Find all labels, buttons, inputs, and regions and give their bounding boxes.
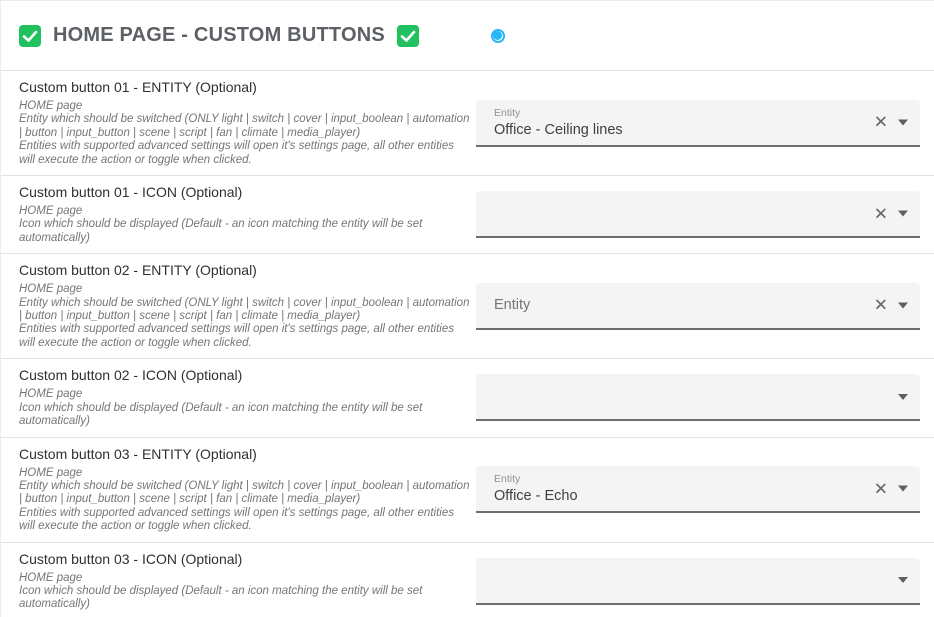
field-value: Entity [494, 297, 531, 314]
description-line: Entities with supported advanced settings will open it's settings page, all other entities will execute the action or toggle when clicked. [19, 506, 454, 533]
settings-rows-list [1, 71, 934, 617]
description-line: Icon which should be displayed (Default - an icon matching the entity will be set automatically) [19, 218, 423, 244]
settings-row [1, 359, 934, 437]
entity-select-field[interactable] [476, 374, 920, 421]
setting-field-column [476, 100, 920, 147]
setting-field-column [476, 558, 920, 605]
description-line: HOME page [19, 205, 83, 218]
setting-title: Custom button 03 - ENTITY (Optional) [19, 445, 257, 462]
dropdown-arrow-icon[interactable] [898, 302, 908, 308]
settings-row [1, 438, 934, 543]
setting-text-block [19, 446, 471, 534]
settings-row [1, 176, 934, 254]
setting-text-block [19, 551, 471, 612]
clear-icon[interactable]: ✕ [873, 112, 888, 132]
description-line: Entities with supported advanced settings will open it's settings page, all other entities will execute the action or toggle when clicked. [19, 140, 454, 166]
radio-dot [493, 31, 502, 40]
header-right-checkbox-icon[interactable] [397, 25, 419, 47]
description-line: HOME page [19, 100, 83, 112]
field-value: Office - Echo [494, 488, 578, 505]
description-line: HOME page [19, 388, 83, 401]
field-icons [898, 394, 908, 400]
setting-text-block [19, 184, 471, 245]
setting-description [19, 205, 471, 245]
setting-field-column [476, 466, 920, 513]
settings-row [1, 543, 934, 617]
description-line: HOME page [19, 283, 83, 296]
entity-select-field[interactable] [476, 558, 920, 605]
setting-field-column [476, 374, 920, 421]
clear-icon[interactable]: ✕ [873, 479, 888, 499]
dropdown-arrow-icon[interactable] [898, 211, 908, 217]
description-line: Entity which should be switched (ONLY light | switch | cover | input_boolean | automation | button | input_button | scene | script | fan | climate | media_player) [19, 113, 470, 139]
field-floating-label: Entity [494, 473, 521, 486]
dropdown-arrow-icon[interactable] [898, 577, 908, 583]
entity-select-field[interactable] [476, 466, 920, 513]
setting-title: Custom button 03 - ICON (Optional) [19, 550, 243, 567]
description-line: Entity which should be switched (ONLY light | switch | cover | input_boolean | automation | button | input_button | scene | script | fan | climate | media_player) [19, 296, 470, 323]
setting-description [19, 467, 471, 534]
description-line: HOME page [19, 571, 83, 584]
header-left-checkbox-icon[interactable] [19, 25, 41, 47]
setting-title: Custom button 02 - ENTITY (Optional) [19, 262, 257, 279]
dropdown-arrow-icon[interactable] [898, 119, 908, 125]
radio-button[interactable] [491, 29, 505, 43]
entity-select-field[interactable] [476, 100, 920, 147]
setting-description [19, 100, 471, 167]
checkmark-icon [19, 25, 41, 47]
description-line: HOME page [19, 466, 83, 479]
description-line: Icon which should be displayed (Default - an icon matching the entity will be set automatically) [19, 401, 423, 428]
clear-icon[interactable]: ✕ [873, 295, 888, 315]
setting-text-block [19, 262, 471, 350]
dropdown-arrow-icon[interactable] [898, 394, 908, 400]
setting-title: Custom button 01 - ICON (Optional) [19, 184, 243, 201]
entity-select-field[interactable] [476, 191, 920, 238]
setting-title: Custom button 02 - ICON (Optional) [19, 367, 243, 384]
clear-icon[interactable]: ✕ [873, 204, 888, 224]
description-line: Entity which should be switched (ONLY light | switch | cover | input_boolean | automation | button | input_button | scene | script | fan | climate | media_player) [19, 479, 470, 506]
field-value: Office - Ceiling lines [494, 121, 623, 138]
field-icons [874, 480, 908, 497]
page-title: HOME PAGE - CUSTOM BUTTONS [53, 24, 385, 46]
setting-field-column [476, 283, 920, 330]
entity-select-field[interactable] [476, 283, 920, 330]
description-line: Entities with supported advanced settings will open it's settings page, all other entities will execute the action or toggle when clicked. [19, 323, 454, 349]
field-floating-label: Entity [494, 106, 521, 119]
checkmark-icon [397, 25, 419, 47]
setting-description [19, 572, 471, 612]
setting-description [19, 388, 471, 428]
field-icons [874, 114, 908, 131]
setting-text-block [19, 79, 471, 167]
field-icons [898, 577, 908, 583]
setting-field-column [476, 191, 920, 238]
settings-row [1, 71, 934, 176]
settings-row [1, 254, 934, 359]
description-line: Icon which should be displayed (Default - an icon matching the entity will be set automatically) [19, 584, 423, 611]
page-header [1, 1, 934, 71]
dropdown-arrow-icon[interactable] [898, 486, 908, 492]
setting-text-block [19, 367, 471, 428]
setting-description [19, 283, 471, 350]
setting-title: Custom button 01 - ENTITY (Optional) [19, 79, 257, 95]
field-icons [874, 297, 908, 314]
field-icons [874, 205, 908, 222]
